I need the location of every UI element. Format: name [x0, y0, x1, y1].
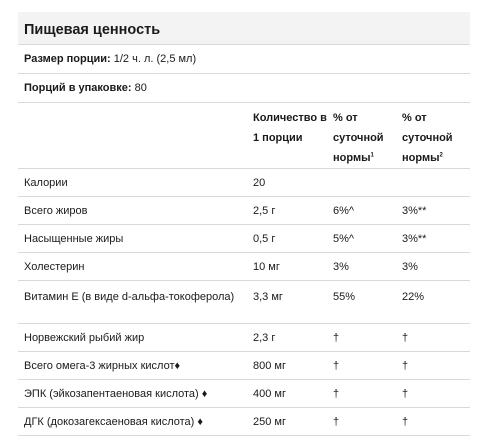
nutrient-dv2: †	[402, 408, 470, 436]
table-row	[18, 253, 470, 281]
servings-per-container-value: 80	[131, 82, 147, 94]
nutrient-dv1: 55%	[333, 281, 402, 324]
nutrient-dv1: †	[333, 408, 402, 436]
nutrient-dv1: †	[333, 352, 402, 380]
nutrient-dv1	[333, 169, 402, 197]
nutrient-dv1: 6%^	[333, 197, 402, 225]
table-row	[18, 281, 470, 324]
nutrient-name: Холестерин	[18, 253, 253, 281]
nutrient-dv2: 3%	[402, 253, 470, 281]
nutrient-dv2: †	[402, 380, 470, 408]
nutrient-dv2: 3%**	[402, 225, 470, 253]
nutrient-dv2: †	[402, 352, 470, 380]
footnote-mark-2: 2	[439, 152, 443, 159]
header-daily-value-2: % от суточной нормы$^2$	[402, 103, 470, 169]
nutrient-name: Норвежский рыбий жир	[18, 324, 253, 352]
header-amount: Количество в 1 порции	[253, 103, 333, 169]
serving-size-value: 1/2 ч. л. (2,5 мл)	[110, 53, 197, 65]
nutrient-name: Насыщенные жиры	[18, 225, 253, 253]
nutrient-name: ЭПК (эйкозапентаеновая кислота) ♦	[18, 380, 253, 408]
nutrient-name: Витамин Е (в виде d-альфа-токоферола)	[18, 281, 253, 324]
table-row	[18, 324, 470, 352]
nutrient-dv2	[402, 169, 470, 197]
table-row	[18, 380, 470, 408]
nutrient-dv2: †	[402, 324, 470, 352]
table-header-row	[18, 103, 470, 169]
nutrient-amount: 2,5 г	[253, 197, 333, 225]
serving-size-row	[18, 45, 470, 74]
nutrient-amount: 800 мг	[253, 352, 333, 380]
serving-size-label: Размер порции:	[24, 53, 111, 65]
servings-per-container-row	[18, 74, 470, 103]
table-row	[18, 408, 470, 436]
servings-per-container-label: Порций в упаковке:	[24, 82, 132, 94]
nutrient-dv1: †	[333, 380, 402, 408]
nutrient-name: Всего омега-3 жирных кислот♦	[18, 352, 253, 380]
table-row	[18, 197, 470, 225]
nutrient-name: Калории	[18, 169, 253, 197]
table-row	[18, 225, 470, 253]
nutrient-amount: 400 мг	[253, 380, 333, 408]
nutrient-dv1: 3%	[333, 253, 402, 281]
header-blank	[18, 103, 253, 169]
panel-title: Пищевая ценность	[18, 12, 470, 45]
nutrition-table	[18, 103, 470, 436]
nutrient-dv2: 3%**	[402, 197, 470, 225]
nutrient-amount: 20	[253, 169, 333, 197]
nutrient-amount: 0,5 г	[253, 225, 333, 253]
nutrient-amount: 10 мг	[253, 253, 333, 281]
nutrient-name: ДГК (докозагексаеновая кислота) ♦	[18, 408, 253, 436]
nutrient-amount: 2,3 г	[253, 324, 333, 352]
nutrient-name: Всего жиров	[18, 197, 253, 225]
nutrient-dv2: 22%	[402, 281, 470, 324]
header-daily-value-1: % от суточной нормы$^1$	[333, 103, 402, 169]
table-row	[18, 352, 470, 380]
footnote-mark-1: 1	[370, 152, 374, 159]
nutrient-amount: 3,3 мг	[253, 281, 333, 324]
nutrition-facts-panel	[18, 12, 470, 436]
nutrient-dv1: 5%^	[333, 225, 402, 253]
nutrient-amount: 250 мг	[253, 408, 333, 436]
nutrient-dv1: †	[333, 324, 402, 352]
table-row	[18, 169, 470, 197]
